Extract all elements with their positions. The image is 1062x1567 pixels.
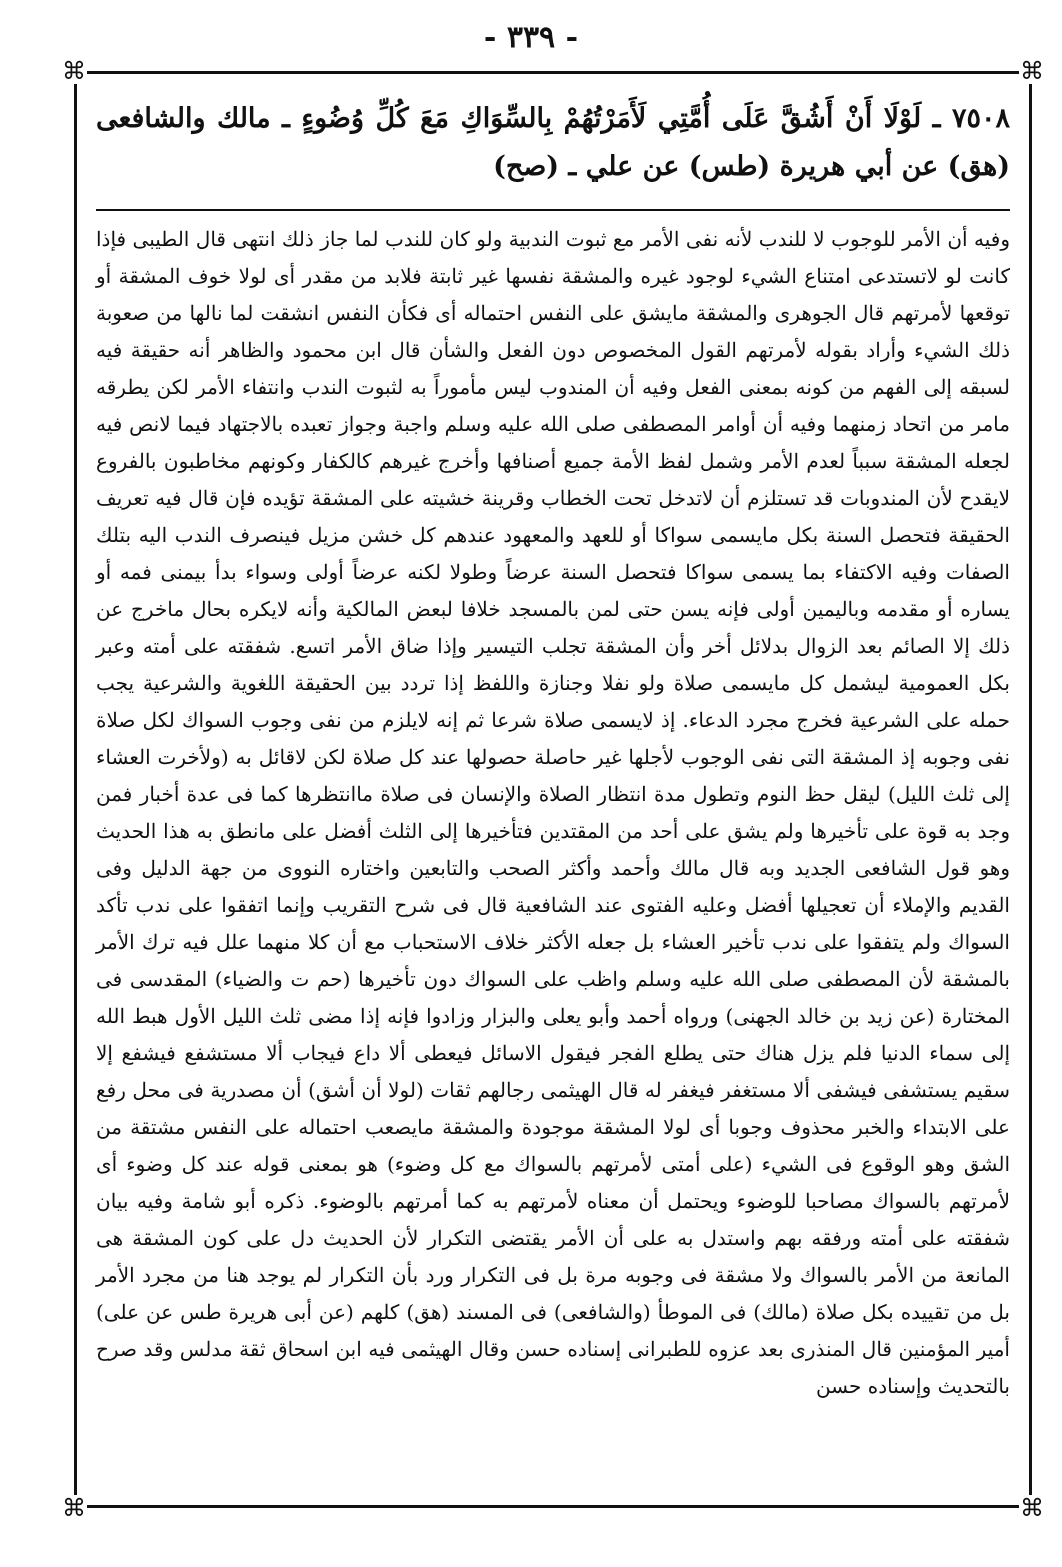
hadith-text: ٧٥٠٨ ـ لَوْلَا أَنْ أَشُقَّ عَلَى أُمَّتِي لَأَمَرْتُهُمْ بِالسِّوَاكِ مَعَ كُلِّ وُضُوءٍ ـ مالك والشافعى (هق) عن أبي هريرة (طس) عن علي ـ (صح) [96,103,1010,182]
frame-right-rule [1029,71,1032,1508]
corner-ornament-icon: ⌘ [1020,57,1044,85]
frame-bottom-rule [74,1505,1032,1508]
separator-rule [96,209,1010,211]
corner-ornament-icon: ⌘ [62,1494,86,1522]
page-number: - ٣٣٩ - [483,20,579,55]
corner-ornament-icon: ⌘ [1020,1494,1044,1522]
page-frame [62,57,1044,1522]
commentary-text: وفيه أن الأمر للوجوب لا للندب لأنه نفى الأمر مع ثبوت الندبية ولو كان للندب لما جاز ذلك انتهى قال الطيبى فإذا كانت لو لاتستدعى امتناع الشيء لوجود غيره والمشقة نفسها غير ثابتة فلابد من مقدر أى لولا خوف المشقة أو توقعها لأمرتهم قال الجوهرى والمشقة مايشق على النفس احتماله أى فكأن النفس انشقت لما نالها من صعوبة ذلك الشيء وأراد بقوله لأمرتهم القول المخصوص دون الفعل والشأن قال ابن محمود والظاهر أنه حقيقة فيه لسبقه إلى الفهم من كونه بمعنى الفعل وفيه أن المندوب ليس مأموراً به لثبوت الندب وانتفاء الأمر لكن يطرقه مامر من اتحاد زمنهما وفيه أن أوامر المصطفى صلى الله عليه وسلم واجبة وجواز تعبده بالاجتهاد فيما لانص فيه لجعله المشقة سبباً لعدم الأمر وشمل لفظ الأمة جميع أصنافها وأخرج غيرهم كالكفار وكونهم مخاطبون بالفروع لايقدح لأن المندوبات قد تستلزم أن لاتدخل تحت الخطاب وقرينة خشيته على المشقة تؤيده فإن قال فيه تعريف الحقيقة فتحصل السنة بكل مايسمى سواكا أو للعهد والمعهود عندهم كل خشن مزيل فينصرف الندب اليه بتلك الصفات وفيه الاكتفاء بما يسمى سواكا فتحصل السنة عرضاً وطولا لكنه عرضاً أولى وسواء بدأ بيمنى فمه أو يساره أو مقدمه وباليمين أولى فإنه يسن حتى لمن بالمسجد خلافا لبعض المالكية وأنه لايكره بحال ماخرج عن ذلك إلا الصائم بعد الزوال بدلائل أخر وأن المشقة تجلب التيسير وإذا ضاق الأمر اتسع. شفقته على أمته وعبر بكل العمومية ليشمل كل مايسمى صلاة ولو نفلا وجنازة واللفظ إذا تردد بين الحقيقة اللغوية والشرعية يجب حمله على الشرعية فخرج مجرد الدعاء. إذ لايسمى صلاة شرعا ثم إنه لايلزم من نفى وجوب السواك لكل صلاة نفى وجوبه إذ المشقة التى نفى الوجوب لأجلها غير حاصلة حصولها عند كل صلاة لكن لاقائل به (ولأخرت العشاء إلى ثلث الليل) ليقل حظ النوم وتطول مدة انتظار الصلاة والإنسان فى صلاة ماانتظرها كما فى عدة أخبار فمن وجد به قوة على تأخيرها ولم يشق على أحد من المقتدين فتأخيرها إلى الثلث أفضل على مانطق به هذا الحديث وهو قول الشافعى الجديد وبه قال مالك وأحمد وأكثر الصحب والتابعين واختاره النووى من جهة الدليل وفى القديم والإملاء أن تعجيلها أفضل وعليه الفتوى عند الشافعية قال فى شرح التقريب وإنما اتفقوا على ندب تأكد السواك ولم يتفقوا على ندب تأخير العشاء بل جعله الأكثر خلاف الاستحباب مع أن كلا منهما علل فيه ترك الأمر بالمشقة لأن المصطفى صلى الله عليه وسلم واظب على السواك دون تأخيرها (حم ت والضياء) المقدسى فى المختارة (عن زيد بن خالد الجهنى) ورواه أحمد وأبو يعلى والبزار وزادوا فإنه إذا مضى ثلث الليل الأول هبط الله إلى سماء الدنيا فلم يزل هناك حتى يطلع الفجر فيقول الاسائل فيعطى ألا داع فيجاب ألا مستشفع فيشفع إلا سقيم يستشفى فيشفى ألا مستغفر فيغفر له قال الهيثمى رجالهم ثقات (لولا أن أشق) أن مصدرية فى محل رفع على الابتداء والخبر محذوف وجوبا أى لولا المشقة موجودة والمشقة مايصعب احتماله على النفس مشتقة من الشق وهو الوقوع فى الشيء (على أمتى لأمرتهم بالسواك مع كل وضوء) هو بمعنى قوله عند كل وضوء أى لأمرتهم بالسواك مصاحبا للوضوء ويحتمل أن معناه لأمرتهم به كما أمرتهم بالوضوء. ذكره أبو شامة وفيه بيان شفقته على أمته ورفقه بهم واستدل به على أن الأمر يقتضى التكرار لأن الحديث دل على كون المشقة هى المانعة من الأمر بالسواك ولا مشقة فى وجوبه مرة بل فى التكرار ورد بأن التكرار لم يوجد هنا من مجرد الأمر بل من تقييده بكل صلاة (مالك) فى الموطأ (والشافعى) فى المسند (هق) كلهم (عن أبى هريرة طس عن على) أمير المؤمنين قال المنذرى بعد عزوه للطبرانى إسناده حسن وقال الهيثمى فيه ابن اسحاق ثقة مدلس وقد صرح بالتحديث وإسناده حسن [96,227,1010,1398]
frame-top-rule [74,71,1032,74]
frame-left-rule [74,71,77,1508]
corner-ornament-icon: ⌘ [62,57,86,85]
